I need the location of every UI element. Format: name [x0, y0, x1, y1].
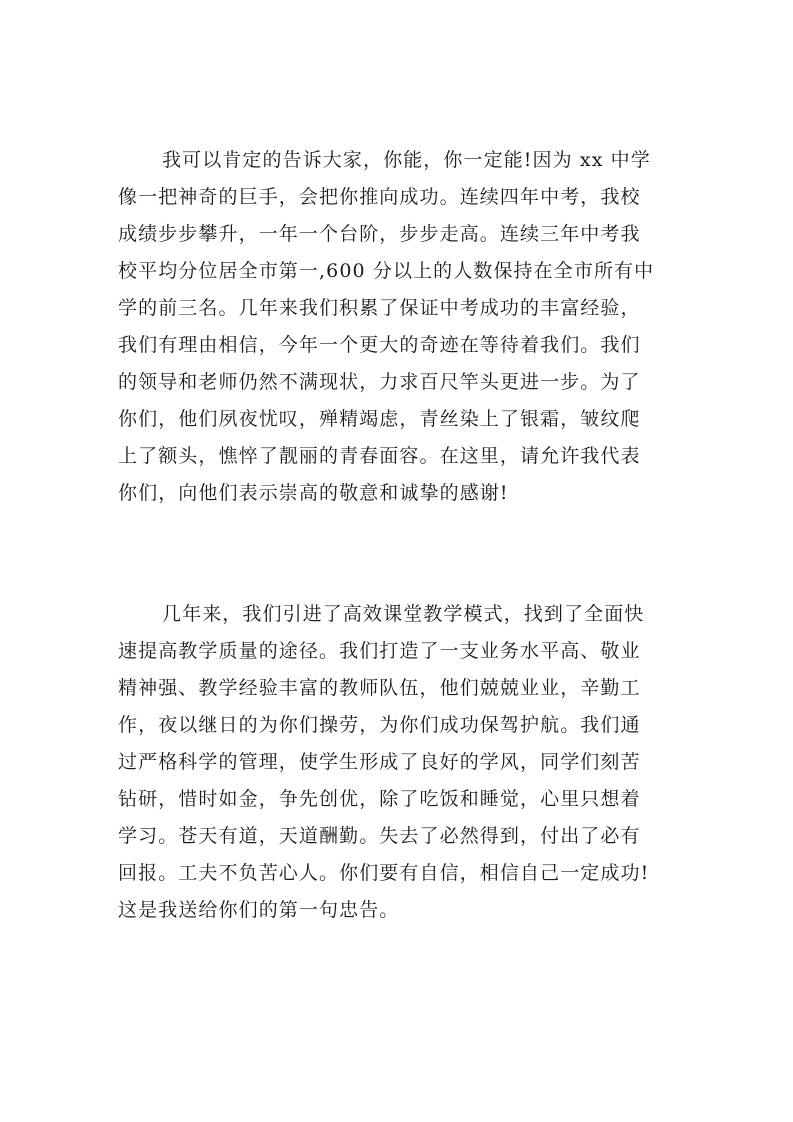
- paragraph-line: 精神强、教学经验丰富的教师队伍，他们兢兢业业，辛勤工: [118, 677, 641, 699]
- paragraph-line: 我可以肯定的告诉大家，你能，你一定能!因为 xx 中学: [162, 149, 651, 171]
- paragraph-line: 校平均分位居全市第一,600 分以上的人数保持在全市所有中: [118, 260, 655, 282]
- paragraph-line: 几年来，我们引进了高效课堂教学模式，找到了全面快: [162, 603, 645, 625]
- paragraph-line: 学习。苍天有道，天道酬勤。失去了必然得到，付出了必有: [118, 825, 641, 847]
- paragraph-line: 回报。工夫不负苦心人。你们要有自信，相信自己一定成功!: [118, 862, 650, 884]
- paragraph-1: [118, 142, 678, 512]
- paragraph-2: [118, 596, 678, 929]
- paragraph-line: 钻研，惜时如金，争先创优，除了吃饭和睡觉，心里只想着: [118, 788, 641, 810]
- paragraph-line: 学的前三名。几年来我们积累了保证中考成功的丰富经验，: [118, 297, 641, 319]
- paragraph-line: 作，夜以继日的为你们操劳，为你们成功保驾护航。我们通: [118, 714, 641, 736]
- paragraph-line: 的领导和老师仍然不满现状，力求百尺竿头更进一步。为了: [118, 371, 641, 393]
- paragraph-line: 速提高教学质量的途径。我们打造了一支业务水平高、敬业: [118, 640, 641, 662]
- paragraph-line: 过严格科学的管理，使学生形成了良好的学风，同学们刻苦: [118, 751, 641, 773]
- paragraph-line: 这是我送给你们的第一句忠告。: [118, 899, 400, 921]
- paragraph-line: 你们，他们夙夜忧叹，殚精竭虑，青丝染上了银霜，皱纹爬: [118, 408, 641, 430]
- paragraph-line: 像一把神奇的巨手，会把你推向成功。连续四年中考，我校: [118, 186, 641, 208]
- paragraph-line: 成绩步步攀升，一年一个台阶，步步走高。连续三年中考我: [118, 223, 641, 245]
- paragraph-line: 你们，向他们表示崇高的敬意和诚挚的感谢!: [118, 482, 509, 504]
- paragraph-line: 我们有理由相信，今年一个更大的奇迹在等待着我们。我们: [118, 334, 641, 356]
- paragraph-line: 上了额头，憔悴了靓丽的青春面容。在这里，请允许我代表: [118, 445, 641, 467]
